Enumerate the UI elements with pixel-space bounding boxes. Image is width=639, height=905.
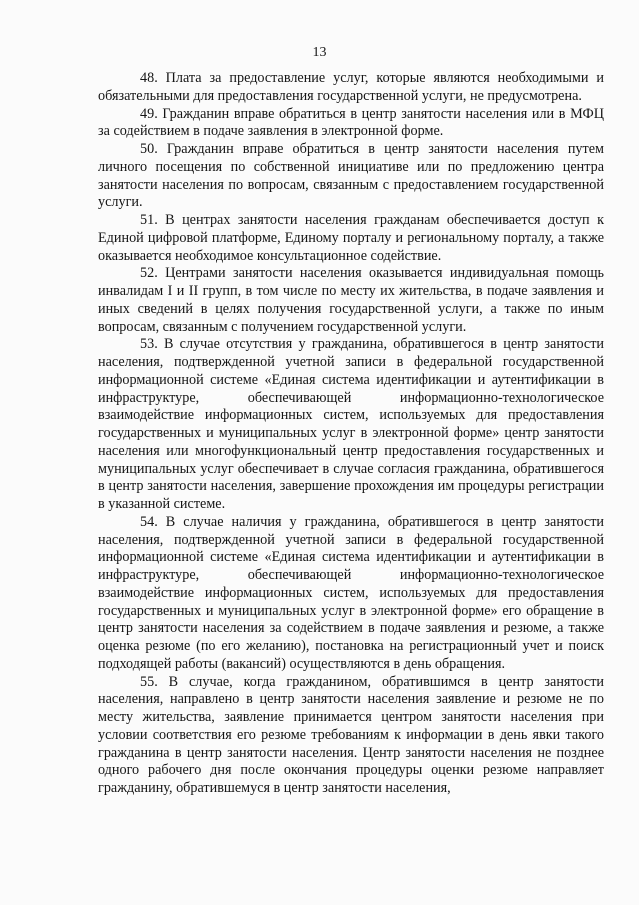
document-body	[98, 70, 604, 798]
paragraph-51: 51. В центрах занятости населения гражданам обеспечивается доступ к Единой цифровой платформе, Единому порталу и региональному порталу, а также оказывается необходимое консультационное содействие.	[98, 212, 604, 264]
paragraph-53: 53. В случае отсутствия у гражданина, обратившегося в центр занятости населения, подтвержденной учетной записи в федеральной государственной информационной системе «Единая система идентификации и аутентификации в инфраструктуре, обеспечивающей информационно-технологическое взаимодействие информационных систем, используемых для предоставления государственных и муниципальных услуг в электронной форме» центр занятости населения или многофункциональный центр предоставления государственных и муниципальных услуг обеспечивает в случае согласия гражданина, обратившегося в центр занятости населения, завершение прохождения им процедуры регистрации в указанной системе.	[98, 336, 604, 512]
paragraph-50: 50. Гражданин вправе обратиться в центр занятости населения путем личного посещения по собственной инициативе или по предложению центра занятости населения по вопросам, связанным с предоставлением государственной услуги.	[98, 141, 604, 211]
paragraph-48: 48. Плата за предоставление услуг, которые являются необходимыми и обязательными для предоставления государственной услуги, не предусмотрена.	[98, 70, 604, 104]
page-number: 13	[312, 45, 327, 60]
paragraph-55: 55. В случае, когда гражданином, обратившимся в центр занятости населения, направлено в центр занятости населения заявление и резюме не по месту жительства, заявление принимается центром занятости населения при условии соответствия его резюме требованиям к информации в день явки такого гражданина в центр занятости населения. Центр занятости населения не позднее одного рабочего дня после окончания процедуры оценки резюме направляет гражданину, обратившемуся в центр занятости населения,	[98, 673, 604, 796]
paragraph-52: 52. Центрами занятости населения оказывается индивидуальная помощь инвалидам I и II групп, в том числе по месту их жительства, в подаче заявления и иных сведений в целях получения государственной услуги, а также по иным вопросам, связанным с получением государственной услуги.	[98, 265, 604, 335]
paragraph-54: 54. В случае наличия у гражданина, обратившегося в центр занятости населения, подтвержденной учетной записи в федеральной государственной информационной системе «Единая система идентификации и аутентификации в инфраструктуре, обеспечивающей информационно-технологическое взаимодействие информационных систем, используемых для предоставления государственных и муниципальных услуг в электронной форме» его обращение в центр занятости населения за содействием в подаче заявления и резюме, а также оценка резюме (по его желанию), постановка на регистрационный учет и поиск подходящей работы (вакансий) осуществляются в день обращения.	[98, 513, 604, 672]
paragraph-49: 49. Гражданин вправе обратиться в центр занятости населения или в МФЦ за содействием в подаче заявления в электронной форме.	[98, 105, 604, 140]
